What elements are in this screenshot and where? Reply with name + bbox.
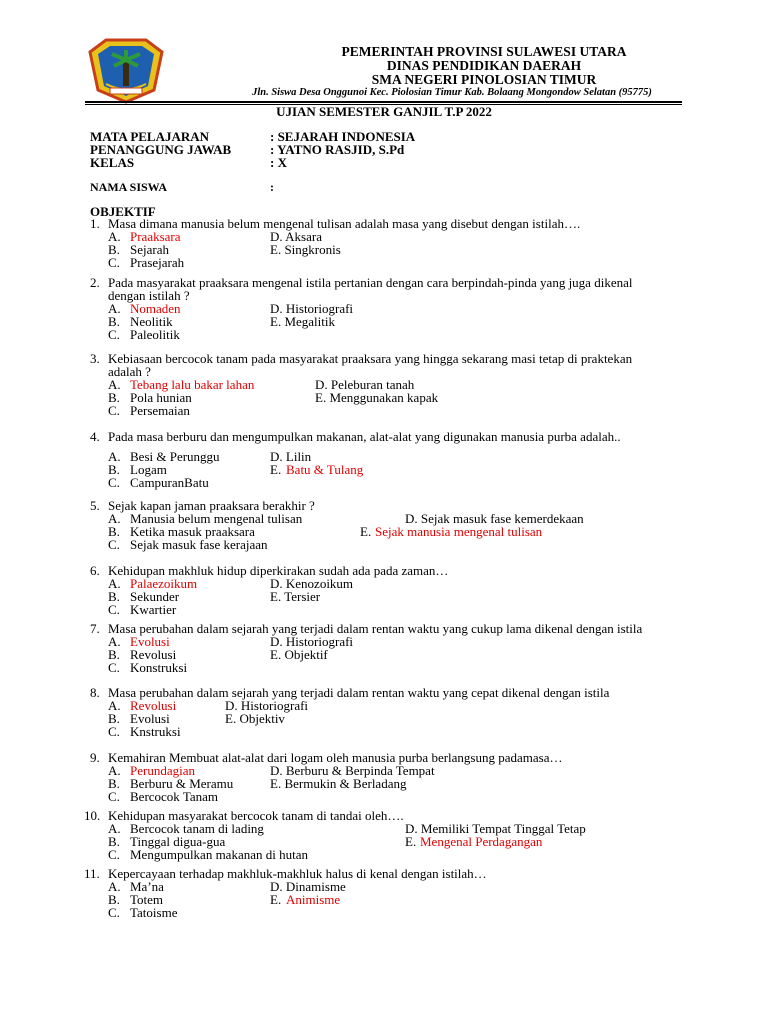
subject-value: : SEJARAH INDONESIA — [270, 129, 416, 144]
option-c-text: Paleolitik — [130, 327, 180, 342]
option-c-text: Prasejarah — [130, 255, 185, 270]
option-e-letter: E. — [360, 524, 372, 539]
question-text: Sejak kapan jaman praaksara berakhir ? — [108, 498, 315, 513]
option-a-letter: A. — [108, 377, 121, 392]
question-number: 10. — [84, 808, 101, 823]
option-e: E. Objektif — [270, 647, 328, 662]
class-value: : X — [270, 155, 287, 170]
option-b-letter: B. — [108, 647, 120, 662]
option-a-letter: A. — [108, 301, 121, 316]
option-e-letter: E. — [270, 462, 282, 477]
option-e: E. Objektiv — [225, 711, 285, 726]
option-c-letter: C. — [108, 660, 120, 675]
option-b-text: Logam — [130, 462, 167, 477]
option-d: D. Historiografi — [270, 634, 354, 649]
option-c-letter: C. — [108, 847, 120, 862]
option-a-answer: Perundagian — [130, 763, 195, 778]
option-b-text: Tinggal digua-gua — [130, 834, 226, 849]
question-text-cont: adalah ? — [108, 364, 151, 379]
gov-title: PEMERINTAH PROVINSI SULAWESI UTARA — [341, 44, 627, 59]
question-number: 4. — [90, 429, 100, 444]
option-b-letter: B. — [108, 776, 120, 791]
question-text: Kehidupan makhluk hidup diperkirakan sudah ada pada zaman… — [108, 563, 449, 578]
option-a-answer: Bercocok tanam di lading — [130, 821, 264, 836]
option-c-text: Konstruksi — [130, 660, 188, 675]
question-number: 11. — [84, 866, 100, 881]
option-b-text: Pola hunian — [130, 390, 192, 405]
option-a-letter: A. — [108, 634, 121, 649]
option-b-text: Sejarah — [130, 242, 169, 257]
question-number: 1. — [90, 216, 100, 231]
option-e-letter: E. — [270, 892, 282, 907]
option-c-letter: C. — [108, 602, 120, 617]
question-text: Masa dimana manusia belum mengenal tulisan adalah masa yang disebut dengan istilah…. — [108, 216, 581, 231]
option-c-text: Sejak masuk fase kerajaan — [130, 537, 268, 552]
option-c-letter: C. — [108, 327, 120, 342]
option-b-text: Evolusi — [130, 711, 170, 726]
option-c-text: Bercocok Tanam — [130, 789, 219, 804]
option-c-letter: C. — [108, 905, 120, 920]
option-b-letter: B. — [108, 390, 120, 405]
option-e: E. Tersier — [270, 589, 321, 604]
option-c-letter: C. — [108, 789, 120, 804]
option-b-text: Sekunder — [130, 589, 180, 604]
option-c-letter: C. — [108, 724, 120, 739]
option-a-letter: A. — [108, 698, 121, 713]
option-a-letter: A. — [108, 763, 121, 778]
option-c-letter: C. — [108, 403, 120, 418]
option-a-letter: A. — [108, 511, 121, 526]
agency-title: DINAS PENDIDIKAN DAERAH — [386, 58, 582, 73]
question-text: Pada masa berburu dan mengumpulkan makanan, alat-alat yang digunakan manusia purba adalah.. — [108, 429, 621, 444]
question-number: 6. — [90, 563, 100, 578]
option-c-text: CampuranBatu — [130, 475, 209, 490]
option-a-letter: A. — [108, 229, 121, 244]
option-e-answer: Sejak manusia mengenal tulisan — [375, 524, 543, 539]
option-b-letter: B. — [108, 834, 120, 849]
option-b-text: Neolitik — [130, 314, 173, 329]
option-d: D. Historiografi — [270, 301, 354, 316]
option-c-letter: C. — [108, 255, 120, 270]
question-text: Kemahiran Membuat alat-alat dari logam oleh manusia purba berlangsung padamasa… — [108, 750, 563, 765]
option-a-answer: Tebang lalu bakar lahan — [130, 377, 255, 392]
option-c-text: Knstruksi — [130, 724, 181, 739]
option-b-letter: B. — [108, 524, 120, 539]
question-text: Masa perubahan dalam sejarah yang terjadi dalam rentan waktu yang cukup lama dikenal dengan istila — [108, 621, 643, 636]
question-number: 2. — [90, 275, 100, 290]
option-b-text: Ketika masuk praaksara — [130, 524, 255, 539]
teacher-value: : YATNO RASJID, S.Pd — [270, 142, 405, 157]
option-d: D. Dinamisme — [270, 879, 346, 894]
option-c-text: Mengumpulkan makanan di hutan — [130, 847, 308, 862]
option-b-letter: B. — [108, 892, 120, 907]
school-title: SMA NEGERI PINOLOSIAN TIMUR — [371, 72, 597, 87]
option-c-text: Kwartier — [130, 602, 177, 617]
option-a-letter: A. — [108, 821, 121, 836]
question-number: 9. — [90, 750, 100, 765]
option-e-answer: Mengenal Perdagangan — [420, 834, 543, 849]
student-name-field: : — [270, 180, 274, 194]
option-d: D. Lilin — [270, 449, 312, 464]
option-a-answer: Palaezoikum — [130, 576, 198, 591]
option-c-letter: C. — [108, 537, 120, 552]
option-d: D. Berburu & Berpinda Tempat — [270, 763, 435, 778]
option-b-letter: B. — [108, 462, 120, 477]
option-c-text: Tatoisme — [130, 905, 178, 920]
option-e: E. Bermukin & Berladang — [270, 776, 407, 791]
question-text-cont: dengan istilah ? — [108, 288, 190, 303]
option-a-answer: Evolusi — [130, 634, 170, 649]
school-address: Jln. Siswa Desa Onggunoi Kec. Piolosian Timur Kab. Bolaang Mongondow Selatan (95775) — [252, 87, 652, 98]
question-number: 5. — [90, 498, 100, 513]
question-text: Pada masyarakat praaksara mengenal istila pertanian dengan cara berpindah-pinda yang juga dikenal — [108, 275, 633, 290]
option-e: E. Menggunakan kapak — [315, 390, 439, 405]
question-number: 8. — [90, 685, 100, 700]
option-d: D. Peleburan tanah — [315, 377, 415, 392]
option-e: E. Megalitik — [270, 314, 335, 329]
option-a-answer: Besi & Perunggu — [130, 449, 220, 464]
subject-label: MATA PELAJARAN — [90, 129, 210, 144]
class-label: KELAS — [90, 155, 135, 170]
option-e-answer: Animisme — [286, 892, 341, 907]
option-a-answer: Ma’na — [130, 879, 164, 894]
option-c-text: Persemaian — [130, 403, 190, 418]
header-divider — [85, 101, 682, 103]
option-d: D. Memiliki Tempat Tinggal Tetap — [405, 821, 586, 836]
question-text: Masa perubahan dalam sejarah yang terjadi dalam rentan waktu yang cepat dikenal dengan istila — [108, 685, 610, 700]
option-d: D. Historiografi — [225, 698, 309, 713]
question-text: Kepercayaan terhadap makhluk-makhluk halus di kenal dengan istilah… — [108, 866, 487, 881]
question-text: Kehidupan masyarakat bercocok tanam di tandai oleh…. — [108, 808, 404, 823]
option-a-answer: Manusia belum mengenal tulisan — [130, 511, 303, 526]
option-b-letter: B. — [108, 589, 120, 604]
option-a-answer: Revolusi — [130, 698, 177, 713]
option-a-answer: Praaksara — [130, 229, 181, 244]
option-b-text: Berburu & Meramu — [130, 776, 234, 791]
question-text: Kebiasaan bercocok tanam pada masyarakat praaksara yang hingga sekarang masi tetap di praktekan — [108, 351, 633, 366]
option-b-letter: B. — [108, 314, 120, 329]
exam-title: UJIAN SEMESTER GANJIL T.P 2022 — [276, 104, 492, 119]
option-e-answer: Batu & Tulang — [286, 462, 364, 477]
option-b-text: Totem — [130, 892, 164, 907]
option-c-letter: C. — [108, 475, 120, 490]
option-a-letter: A. — [108, 576, 121, 591]
teacher-label: PENANGGUNG JAWAB — [90, 142, 232, 157]
option-a-letter: A. — [108, 449, 121, 464]
section-title: OBJEKTIF — [90, 204, 156, 219]
option-d: D. Aksara — [270, 229, 322, 244]
option-e-letter: E. — [405, 834, 417, 849]
student-name-label: NAMA SISWA — [90, 180, 168, 194]
option-b-letter: B. — [108, 711, 120, 726]
option-b-text: Revolusi — [130, 647, 177, 662]
question-number: 3. — [90, 351, 100, 366]
option-e: E. Singkronis — [270, 242, 341, 257]
option-a-letter: A. — [108, 879, 121, 894]
option-d: D. Kenozoikum — [270, 576, 354, 591]
question-number: 7. — [90, 621, 100, 636]
option-d: D. Sejak masuk fase kemerdekaan — [405, 511, 584, 526]
province-logo — [84, 38, 168, 109]
option-b-letter: B. — [108, 242, 120, 257]
option-a-answer: Nomaden — [130, 301, 181, 316]
